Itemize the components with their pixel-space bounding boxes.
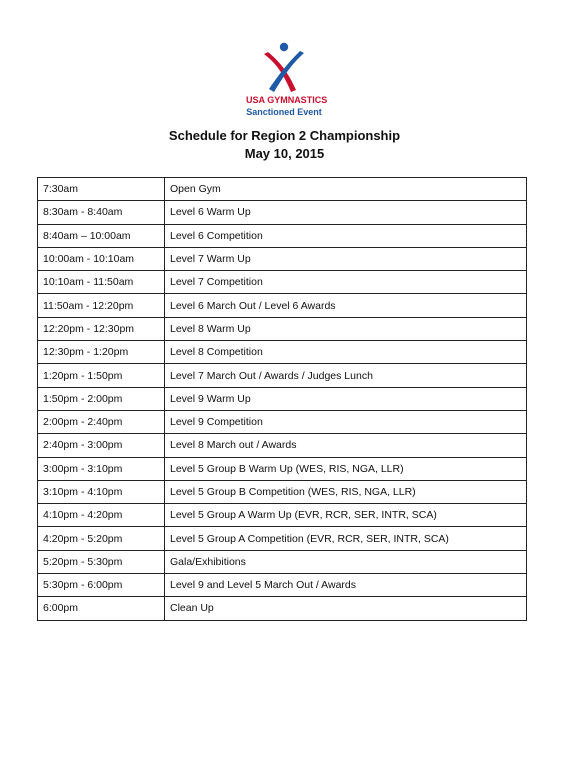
time-cell: 5:20pm - 5:30pm [38,550,165,573]
gymnast-figure-icon [258,40,310,96]
time-cell: 7:30am [38,178,165,201]
brand-sanctioned-event-text: Sanctioned Event [246,107,322,117]
event-cell: Level 5 Group A Competition (EVR, RCR, SER, INTR, SCA) [165,527,527,550]
event-cell: Level 6 March Out / Level 6 Awards [165,294,527,317]
time-cell: 6:00pm [38,597,165,620]
time-cell: 12:20pm - 12:30pm [38,317,165,340]
time-cell: 2:00pm - 2:40pm [38,410,165,433]
event-cell: Gala/Exhibitions [165,550,527,573]
event-cell: Level 8 March out / Awards [165,434,527,457]
event-cell: Level 9 Competition [165,410,527,433]
table-row [38,434,527,457]
usa-gymnastics-logo [246,40,328,122]
event-cell: Level 7 March Out / Awards / Judges Lunch [165,364,527,387]
table-row [38,294,527,317]
event-cell: Level 8 Warm Up [165,317,527,340]
table-row [38,480,527,503]
table-row [38,341,527,364]
table-row [38,178,527,201]
event-cell: Level 5 Group A Warm Up (EVR, RCR, SER, INTR, SCA) [165,504,527,527]
table-row [38,574,527,597]
time-cell: 2:40pm - 3:00pm [38,434,165,457]
event-cell: Level 5 Group B Competition (WES, RIS, NGA, LLR) [165,480,527,503]
time-cell: 12:30pm - 1:20pm [38,341,165,364]
event-cell: Level 7 Competition [165,271,527,294]
table-row [38,527,527,550]
time-cell: 10:10am - 11:50am [38,271,165,294]
event-cell: Level 9 and Level 5 March Out / Awards [165,574,527,597]
page-title: Schedule for Region 2 Championship [168,128,401,143]
table-row [38,247,527,270]
brand-usa-text: USA [246,95,265,105]
event-cell: Level 6 Warm Up [165,201,527,224]
event-date: May 10, 2015 [244,146,325,161]
table-row [38,271,527,294]
table-row [38,201,527,224]
time-cell: 5:30pm - 6:00pm [38,574,165,597]
time-cell: 3:00pm - 3:10pm [38,457,165,480]
table-row [38,224,527,247]
brand-line-1 [246,95,328,106]
table-row [38,597,527,620]
table-row [38,387,527,410]
schedule-table-body [38,178,527,621]
event-cell: Level 5 Group B Warm Up (WES, RIS, NGA, LLR) [165,457,527,480]
time-cell: 4:20pm - 5:20pm [38,527,165,550]
time-cell: 1:20pm - 1:50pm [38,364,165,387]
event-cell: Level 6 Competition [165,224,527,247]
table-row [38,550,527,573]
table-row [38,457,527,480]
event-cell: Level 7 Warm Up [165,247,527,270]
event-cell: Level 8 Competition [165,341,527,364]
time-cell: 11:50am - 12:20pm [38,294,165,317]
time-cell: 4:10pm - 4:20pm [38,504,165,527]
time-cell: 1:50pm - 2:00pm [38,387,165,410]
event-cell: Clean Up [165,597,527,620]
time-cell: 8:40am – 10:00am [38,224,165,247]
table-row [38,410,527,433]
time-cell: 3:10pm - 4:10pm [38,480,165,503]
event-cell: Level 9 Warm Up [165,387,527,410]
table-row [38,317,527,340]
brand-gymnastics-text: GYMNASTICS [267,95,328,105]
event-cell: Open Gym [165,178,527,201]
schedule-table [37,177,527,621]
table-row [38,504,527,527]
table-row [38,364,527,387]
time-cell: 8:30am - 8:40am [38,201,165,224]
time-cell: 10:00am - 10:10am [38,247,165,270]
